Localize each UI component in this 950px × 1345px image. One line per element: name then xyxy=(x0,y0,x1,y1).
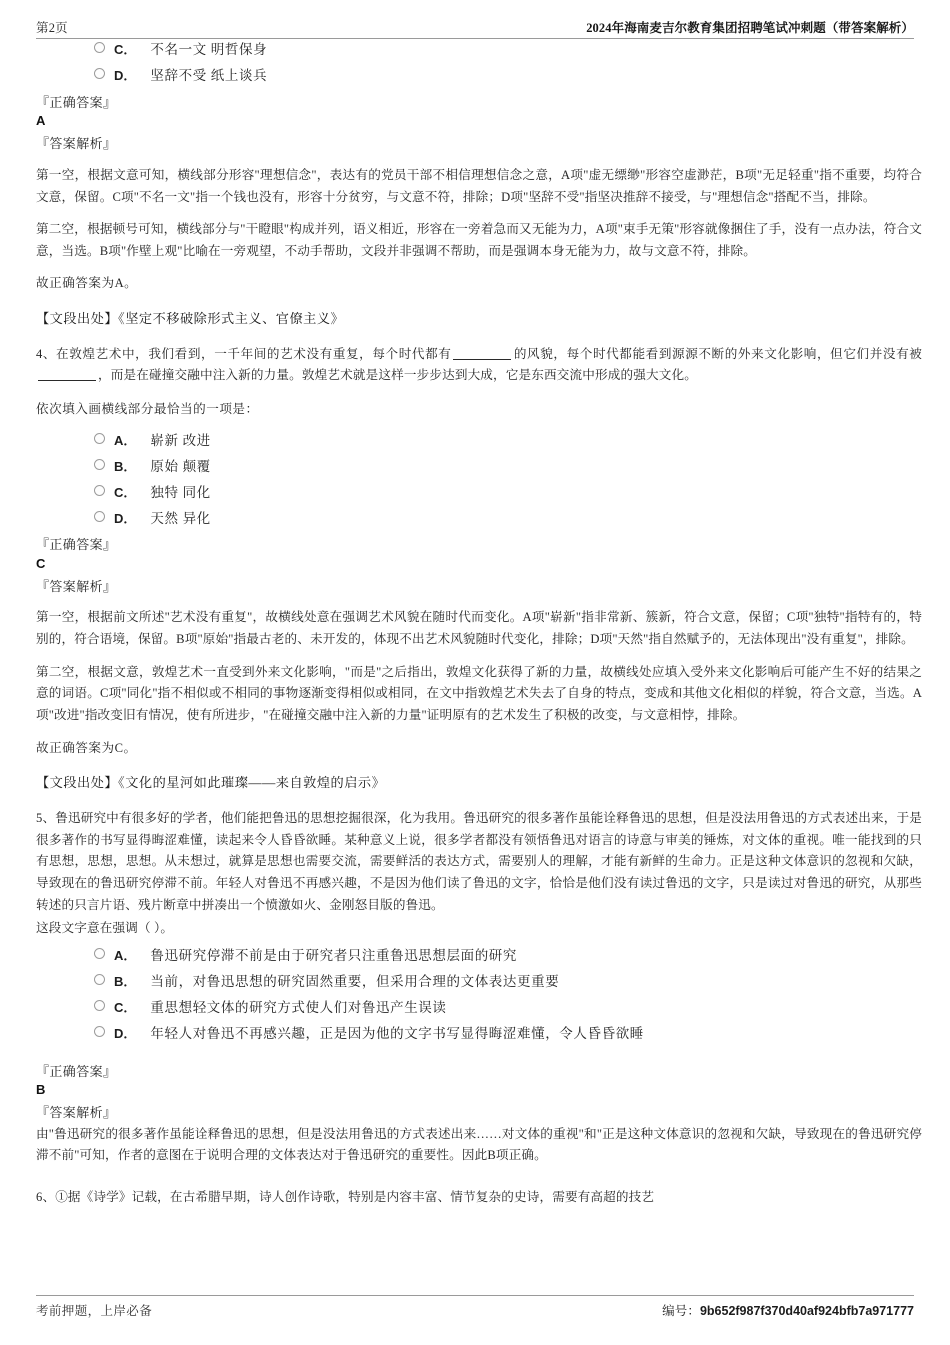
radio-button-icon[interactable] xyxy=(94,42,105,53)
page-number-label: 第2页 xyxy=(36,21,68,35)
serial-label: 编号： xyxy=(662,1304,700,1318)
analysis-paragraph: 由"鲁迅研究的很多著作虽能诠释鲁迅的思想，但是没法用鲁迅的方式表述出来……对文体的重视"和"正是这种文体意识的忽视和欠缺，导致现在的鲁迅研究停滞不前"可知，作者的意图在于说明合理的文体表达对于鲁迅研究的重要性。因此B项正确。 xyxy=(36,1126,922,1163)
radio-button-icon[interactable] xyxy=(94,511,105,522)
source-text: 《坚定不移破除形式主义、官僚主义》 xyxy=(118,311,345,327)
analysis-paragraph: 第一空，根据前文所述"艺术没有重复"，故横线处意在强调艺术风貌在随时代而变化。A项"崭新"指非常新、簇新，符合文意，保留；C项"独特"指特有的，特别的，符合语境，保留。B项"原始"指最古老的、未开发的，体现不出艺术风貌随时代变化，排除；D项"天然"指自然赋予的，无法体现出"没有重复"，排除。 xyxy=(36,610,922,647)
list-item[interactable] xyxy=(36,946,922,967)
option-text: 鲁迅研究停滞不前是由于研究者只注重鲁迅思想层面的研究 xyxy=(150,948,517,964)
option-text: 当前，对鲁迅思想的研究固然重要，但采用合理的文体表达更重要 xyxy=(150,973,560,989)
document-body xyxy=(36,40,922,1209)
source-line xyxy=(36,308,922,331)
serial-value: 9b652f987f370d40af924bfb7a971777 xyxy=(699,1304,914,1318)
document-title: 2024年海南麦吉尔教育集团招聘笔试冲刺题（带答案解析） xyxy=(586,21,914,35)
question-stem-part2: 的风貌，每个时代都能看到源源不断的外来文化影响，但它们并没有被 xyxy=(513,346,922,361)
question-prompt: 这段文字意在强调（ ）。 xyxy=(36,921,174,936)
question-stem-part3: ，而是在碰撞交融中注入新的力量。敦煌艺术就是这样一步步达到大成，它是东西交流中形成的强大文化。 xyxy=(98,368,697,383)
option-letter: D． xyxy=(114,1025,137,1041)
analysis-conclusion: 故正确答案为A。 xyxy=(36,276,138,291)
option-text: 天然 异化 xyxy=(150,510,211,526)
question-stem xyxy=(36,344,922,387)
source-label: 【文段出处】 xyxy=(36,311,119,327)
option-text: 重思想轻文体的研究方式使人们对鲁迅产生误读 xyxy=(150,999,447,1015)
correct-answer-value: A xyxy=(36,113,46,129)
option-letter: C． xyxy=(114,484,137,500)
footer-slogan: 考前押题，上岸必备 xyxy=(36,1304,153,1318)
list-item[interactable] xyxy=(36,431,922,452)
list-item[interactable] xyxy=(36,509,922,530)
analysis-conclusion: 故正确答案为C。 xyxy=(36,740,137,755)
option-text: 不名一文 明哲保身 xyxy=(150,42,268,57)
question-stem: 6、①据《诗学》记载，在古希腊早期，诗人创作诗歌，特别是内容丰富、情节复杂的史诗，需要有高超的技艺 xyxy=(36,1190,655,1205)
page-footer xyxy=(36,1295,914,1329)
list-item[interactable] xyxy=(36,483,922,504)
page-header xyxy=(36,10,914,39)
correct-answer-label: 『正确答案』 xyxy=(36,94,117,110)
answer-analysis-label: 『答案解析』 xyxy=(36,578,117,594)
list-item[interactable] xyxy=(36,1024,922,1045)
correct-answer-value: B xyxy=(36,1082,46,1098)
option-letter: A． xyxy=(114,432,137,448)
list-item[interactable] xyxy=(36,457,922,478)
footer-serial xyxy=(662,1301,914,1319)
source-text: 《文化的星河如此璀璨——来自敦煌的启示》 xyxy=(118,775,386,791)
answer-analysis-label: 『答案解析』 xyxy=(36,136,117,152)
list-item[interactable] xyxy=(36,972,922,993)
option-text: 崭新 改进 xyxy=(150,432,211,448)
correct-answer-label: 『正确答案』 xyxy=(36,537,117,553)
option-text: 原始 颠覆 xyxy=(150,458,211,474)
list-item[interactable] xyxy=(36,998,922,1019)
source-line xyxy=(36,772,922,795)
radio-button-icon[interactable] xyxy=(94,948,105,959)
radio-button-icon[interactable] xyxy=(94,68,105,79)
question-stem-part1: 4、在敦煌艺术中，我们看到，一千年间的艺术没有重复，每个时代都有 xyxy=(36,346,452,361)
analysis-paragraph: 第一空，根据文意可知，横线部分形容"理想信念"，表达有的党员干部不相信理想信念之意，A项"虚无缥缈"形容空虚渺茫，B项"无足轻重"指不重要，均符合文意，保留。C项"不名一文"指一个钱也没有，形容十分贫穷，与文意不符，排除；D项"坚辞不受"指坚决推辞不接受，与"理想信念"搭配不当，排除。 xyxy=(36,167,922,204)
list-item[interactable] xyxy=(36,40,922,61)
fill-blank-line xyxy=(453,359,511,360)
question-prompt: 依次填入画横线部分最恰当的一项是： xyxy=(36,402,259,417)
option-letter: C． xyxy=(114,999,137,1015)
option-letter: A． xyxy=(114,948,137,964)
source-label: 【文段出处】 xyxy=(36,775,119,791)
option-text: 年轻人对鲁迅不再感兴趣，正是因为他的文字书写显得晦涩难懂，令人昏昏欲睡 xyxy=(150,1025,644,1041)
answer-analysis-label: 『答案解析』 xyxy=(36,1105,117,1121)
list-item[interactable] xyxy=(36,66,922,87)
option-letter: D． xyxy=(114,510,137,526)
analysis-paragraph: 第二空，根据文意，敦煌艺术一直受到外来文化影响，"而是"之后指出，敦煌文化获得了新的力量，故横线处应填入受外来文化影响后可能产生不好的结果之意的词语。C项"同化"指不相似或不相同的事物逐渐变得相似或相同，在文中指敦煌艺术失去了自身的特点，变成和其他文化相似的样貌，符合文意，当选。A项"改进"指改变旧有情况，使有所进步，"在碰撞交融中注入新的力量"证明原有的艺术发生了积极的改变，与文意相悖，排除。 xyxy=(36,664,922,723)
option-text: 独特 同化 xyxy=(150,484,211,500)
radio-button-icon[interactable] xyxy=(94,433,105,444)
option-letter: D． xyxy=(114,67,137,83)
option-text: 坚辞不受 纸上谈兵 xyxy=(150,67,268,83)
radio-button-icon[interactable] xyxy=(94,974,105,985)
option-letter: B． xyxy=(114,458,137,474)
radio-button-icon[interactable] xyxy=(94,459,105,470)
radio-button-icon[interactable] xyxy=(94,485,105,496)
correct-answer-label: 『正确答案』 xyxy=(36,1063,117,1079)
option-letter: C． xyxy=(114,42,137,57)
correct-answer-value: C xyxy=(36,555,46,571)
analysis-paragraph: 第二空，根据顿号可知，横线部分与"干瞪眼"构成并列，语义相近，形容在一旁着急而又无能为力，A项"束手无策"形容就像捆住了手，没有一点办法，符合文意，当选。B项"作壁上观"比喻在一旁观望，不动手帮助，文段并非强调不帮助，而是强调本身无能为力，故与文意不符，排除。 xyxy=(36,222,922,258)
fill-blank-line xyxy=(38,380,96,381)
question-stem: 5、鲁迅研究中有很多好的学者，他们能把鲁迅的思想挖掘很深，化为我用。鲁迅研究的很多著作虽能诠释鲁迅的思想，但是没法用鲁迅的方式表述出来，于是很多著作的书写显得晦涩难懂，读起来令人昏昏欲睡。某种意义上说，很多学者都没有领悟鲁迅对语言的诗意与审美的锤炼，对文体的重视。唯一能找到的只有思想，思想，思想。从未想过，就算是思想也需要交流，需要鲜活的表达方式，需要别人的理解，才能有新鲜的生命力。正是这种文体意识的忽视和欠缺，导致现在的鲁迅研究停滞不前。年轻人对鲁迅不再感兴趣，不是因为他们读了鲁迅的文字，恰恰是他们没有读过鲁迅的文字，只是读过对鲁迅的研究，从那些转述的只言片语、残片断章中拼凑出一个愤激如火、金刚怒目版的鲁迅。 xyxy=(36,811,922,912)
radio-button-icon[interactable] xyxy=(94,1026,105,1037)
option-letter: B． xyxy=(114,973,137,989)
radio-button-icon[interactable] xyxy=(94,1000,105,1011)
